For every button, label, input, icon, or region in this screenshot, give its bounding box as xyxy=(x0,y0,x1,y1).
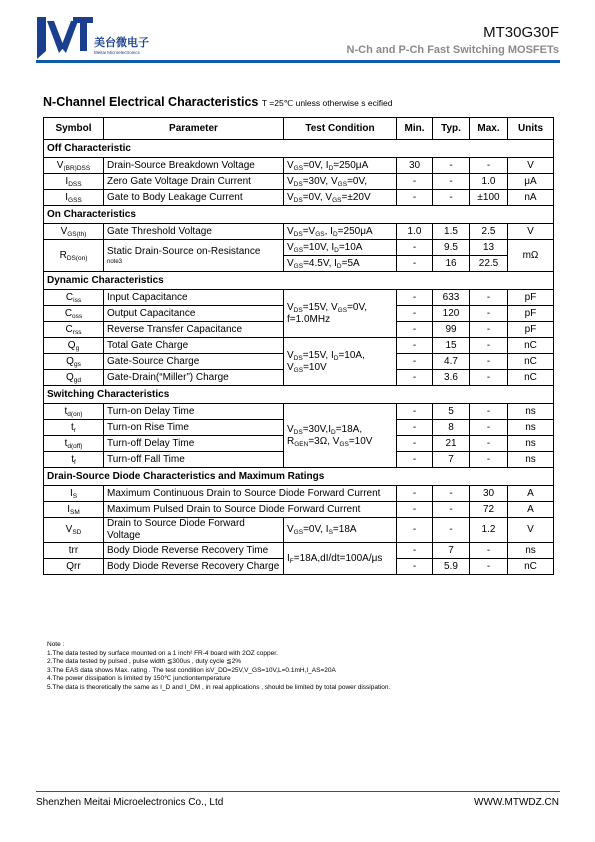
min-cell: - xyxy=(397,559,433,575)
typ-cell: 8 xyxy=(433,420,470,436)
col-header-parameter: Parameter xyxy=(104,118,284,140)
header-divider xyxy=(36,60,560,63)
condition-cell: $V_{GS}=10V$, $I_D=10A$ xyxy=(284,240,397,256)
min-cell: - xyxy=(397,436,433,452)
col-header-typ: Typ. xyxy=(433,118,470,140)
max-cell: - xyxy=(470,306,508,322)
condition-cell: $V_{GS}=4.5V$, $I_D=5A$ xyxy=(284,256,397,272)
typ-cell: 4.7 xyxy=(433,354,470,370)
condition-cell: $I_F=18A,dI/dt=100A/\mu s$ xyxy=(284,543,397,575)
table-row xyxy=(44,240,554,256)
notes-title: Note : xyxy=(47,641,65,648)
condition-cell: $V_{GS}=0V$, $I_D=250\mu A$ xyxy=(284,158,397,174)
condition-cell: $V_{DS}=30V$, $V_{GS}=0V$, xyxy=(284,174,397,190)
table-row xyxy=(44,486,554,502)
parameter-cell: Zero Gate Voltage Drain Current xyxy=(104,174,284,190)
logo-mark-icon xyxy=(37,17,93,59)
max-cell: - xyxy=(470,354,508,370)
parameter-cell: Gate to Body Leakage Current xyxy=(104,190,284,206)
typ-cell: 16 xyxy=(433,256,470,272)
footer-website: WWW.MTWDZ.CN xyxy=(474,797,559,808)
min-cell: 1.0 xyxy=(397,224,433,240)
parameter-cell: Total Gate Charge xyxy=(104,338,284,354)
unit-cell: μA xyxy=(508,174,554,190)
unit-cell: A xyxy=(508,486,554,502)
min-cell: - xyxy=(397,190,433,206)
table-row xyxy=(44,158,554,174)
max-cell: 2.5 xyxy=(470,224,508,240)
unit-cell: V xyxy=(508,158,554,174)
table-row xyxy=(44,404,554,420)
condition-cell: $V_{DS}=0V$, $V_{GS}=\pm 20V$ xyxy=(284,190,397,206)
table-row xyxy=(44,190,554,206)
symbol-cell: $I_{GSS}$ xyxy=(44,190,104,206)
condition-cell: $V_{DS}=30V,I_D=18A$, $R_{GEN}=3\Omega$, $V_{GS}=10V$ xyxy=(284,404,397,468)
unit-cell: nC xyxy=(508,354,554,370)
symbol-cell: $V_{GS(th)}$ xyxy=(44,224,104,240)
max-cell: - xyxy=(470,158,508,174)
parameter-cell: Gate Threshold Voltage xyxy=(104,224,284,240)
parameter-cell: Body Diode Reverse Recovery Time xyxy=(104,543,284,559)
symbol-cell: $I_{SM}$ xyxy=(44,502,104,518)
logo-english-name: Meitai Microelectronics xyxy=(94,50,140,55)
typ-cell: 5 xyxy=(433,404,470,420)
col-header-symbol: Symbol xyxy=(44,118,104,140)
typ-cell: 1.5 xyxy=(433,224,470,240)
table-row xyxy=(44,290,554,306)
min-cell: - xyxy=(397,174,433,190)
typ-cell: 120 xyxy=(433,306,470,322)
unit-cell: pF xyxy=(508,322,554,338)
parameter-cell: Turn-off Delay Time xyxy=(104,436,284,452)
group-row-switching xyxy=(44,386,554,404)
symbol-cell: $t_r$ xyxy=(44,420,104,436)
unit-cell: nC xyxy=(508,559,554,575)
max-cell: - xyxy=(470,559,508,575)
min-cell: - xyxy=(397,240,433,256)
unit-cell: nC xyxy=(508,370,554,386)
unit-cell: ns xyxy=(508,452,554,468)
symbol-cell: $R_{DS(on)}$ xyxy=(44,240,104,272)
max-cell: - xyxy=(470,420,508,436)
max-cell: ±100 xyxy=(470,190,508,206)
max-cell: - xyxy=(470,290,508,306)
min-cell: - xyxy=(397,452,433,468)
typ-cell: - xyxy=(433,190,470,206)
table-row xyxy=(44,174,554,190)
min-cell: - xyxy=(397,370,433,386)
parameter-cell: Drain-Source Breakdown Voltage xyxy=(104,158,284,174)
symbol-cell: $t_f$ xyxy=(44,452,104,468)
group-row-diode xyxy=(44,468,554,486)
table-header-row xyxy=(44,118,554,140)
typ-cell: 7 xyxy=(433,452,470,468)
min-cell: - xyxy=(397,486,433,502)
symbol-cell: $V_{(BR)DSS}$ xyxy=(44,158,104,174)
min-cell: - xyxy=(397,306,433,322)
max-cell: - xyxy=(470,543,508,559)
typ-cell: 633 xyxy=(433,290,470,306)
min-cell: - xyxy=(397,256,433,272)
typ-cell: 3.6 xyxy=(433,370,470,386)
condition-cell: $V_{GS}=0V$, $I_S=18A$ xyxy=(284,518,397,543)
table-row xyxy=(44,518,554,543)
parameter-cell: Input Capacitance xyxy=(104,290,284,306)
min-cell: - xyxy=(397,502,433,518)
max-cell: - xyxy=(470,338,508,354)
group-label: Drain-Source Diode Characteristics and Maximum Ratings xyxy=(44,468,554,486)
note-5: 5.The data is theoretically the same as I_D and I_DM , in real applications , should be limited by total power dissipation. xyxy=(47,683,391,691)
table-row xyxy=(44,543,554,559)
symbol-cell: $C_{rss}$ xyxy=(44,322,104,338)
section-title-text: N-Channel Electrical Characteristics xyxy=(43,95,259,109)
parameter-cell: Body Diode Reverse Recovery Charge xyxy=(104,559,284,575)
min-cell: - xyxy=(397,338,433,354)
max-cell: 1.2 xyxy=(470,518,508,543)
col-header-min: Min. xyxy=(397,118,433,140)
note-2: 2.The data tested by pulsed , pulse width ≦300us , duty cycle ≦2% xyxy=(47,658,242,666)
symbol-cell: $Q_{gs}$ xyxy=(44,354,104,370)
note-1: 1.The data tested by surface mounted on a 1 inch² FR-4 board with 2OZ copper. xyxy=(47,649,278,657)
condition-cell: $V_{DS}=15V$, $I_D=10A$, $V_{GS}=10V$ xyxy=(284,338,397,386)
note-4: 4.The power dissipation is limited by 150℃ junctiontemperature xyxy=(47,675,231,683)
unit-cell: mΩ xyxy=(508,240,554,272)
max-cell: 13 xyxy=(470,240,508,256)
parameter-cell: Maximum Pulsed Drain to Source Diode Forward Current xyxy=(104,502,397,518)
symbol-cell: $I_S$ xyxy=(44,486,104,502)
typ-cell: 5.9 xyxy=(433,559,470,575)
parameter-cell: Static Drain-Source on-Resistance note3 xyxy=(104,240,284,272)
typ-cell: - xyxy=(433,174,470,190)
min-cell: - xyxy=(397,518,433,543)
symbol-cell: $I_{DSS}$ xyxy=(44,174,104,190)
document-subtitle: N-Ch and P-Ch Fast Switching MOSFETs xyxy=(346,44,559,56)
logo-chinese-name: 美台微电子 xyxy=(94,36,149,49)
symbol-cell: $V_{SD}$ xyxy=(44,518,104,543)
parameter-cell: Gate-Drain(“Miller”) Charge xyxy=(104,370,284,386)
max-cell: - xyxy=(470,370,508,386)
max-cell: 22.5 xyxy=(470,256,508,272)
typ-cell: 9.5 xyxy=(433,240,470,256)
group-label: Off Characteristic xyxy=(44,140,554,158)
col-header-test-condition: Test Condition xyxy=(284,118,397,140)
unit-cell: ns xyxy=(508,404,554,420)
footer-company: Shenzhen Meitai Microelectronics Co., Ltd xyxy=(36,797,224,808)
min-cell: - xyxy=(397,290,433,306)
symbol-cell: $t_{d(off)}$ xyxy=(44,436,104,452)
parameter-cell: Reverse Transfer Capacitance xyxy=(104,322,284,338)
table-row xyxy=(44,502,554,518)
symbol-cell: Qrr xyxy=(44,559,104,575)
group-row-on xyxy=(44,206,554,224)
min-cell: - xyxy=(397,322,433,338)
symbol-cell: $Q_g$ xyxy=(44,338,104,354)
symbol-cell: $Q_{gd}$ xyxy=(44,370,104,386)
col-header-max: Max. xyxy=(470,118,508,140)
unit-cell: pF xyxy=(508,306,554,322)
typ-cell: - xyxy=(433,502,470,518)
typ-cell: 21 xyxy=(433,436,470,452)
max-cell: - xyxy=(470,404,508,420)
parameter-cell: Turn-on Delay Time xyxy=(104,404,284,420)
max-cell: 72 xyxy=(470,502,508,518)
parameter-cell: Turn-off Fall Time xyxy=(104,452,284,468)
parameter-cell: Output Capacitance xyxy=(104,306,284,322)
condition-cell: $V_{DS}=15V$, $V_{GS}=0V$, f=1.0MHz xyxy=(284,290,397,338)
unit-cell: ns xyxy=(508,436,554,452)
typ-cell: 7 xyxy=(433,543,470,559)
max-cell: 1.0 xyxy=(470,174,508,190)
typ-cell: 15 xyxy=(433,338,470,354)
part-number: MT30G30F xyxy=(483,24,559,41)
parameter-cell: Maximum Continuous Drain to Source Diode Forward Current xyxy=(104,486,397,502)
col-header-units: Units xyxy=(508,118,554,140)
unit-cell: nC xyxy=(508,338,554,354)
min-cell: - xyxy=(397,404,433,420)
section-title xyxy=(43,95,392,109)
max-cell: - xyxy=(470,322,508,338)
group-label: Dynamic Characteristics xyxy=(44,272,554,290)
max-cell: 30 xyxy=(470,486,508,502)
group-row-dynamic xyxy=(44,272,554,290)
unit-cell: pF xyxy=(508,290,554,306)
group-row-off xyxy=(44,140,554,158)
unit-cell: V xyxy=(508,224,554,240)
symbol-cell: $C_{oss}$ xyxy=(44,306,104,322)
min-cell: - xyxy=(397,354,433,370)
table-row xyxy=(44,224,554,240)
min-cell: 30 xyxy=(397,158,433,174)
table-row xyxy=(44,338,554,354)
condition-cell: $V_{DS}=V_{GS}$, $I_D=250\mu A$ xyxy=(284,224,397,240)
max-cell: - xyxy=(470,452,508,468)
typ-cell: - xyxy=(433,518,470,543)
min-cell: - xyxy=(397,543,433,559)
group-label: Switching Characteristics xyxy=(44,386,554,404)
footer-divider xyxy=(36,791,560,792)
typ-cell: - xyxy=(433,486,470,502)
company-logo xyxy=(37,17,93,64)
min-cell: - xyxy=(397,420,433,436)
symbol-cell: $t_{d(on)}$ xyxy=(44,404,104,420)
max-cell: - xyxy=(470,436,508,452)
symbol-cell: $C_{iss}$ xyxy=(44,290,104,306)
unit-cell: V xyxy=(508,518,554,543)
unit-cell: nA xyxy=(508,190,554,206)
typ-cell: 99 xyxy=(433,322,470,338)
unit-cell: ns xyxy=(508,420,554,436)
electrical-characteristics-table xyxy=(43,117,554,575)
parameter-cell: Drain to Source Diode Forward Voltage xyxy=(104,518,284,543)
symbol-cell: trr xyxy=(44,543,104,559)
parameter-cell: Gate-Source Charge xyxy=(104,354,284,370)
notes-block xyxy=(47,641,390,693)
unit-cell: A xyxy=(508,502,554,518)
section-condition: T =25℃ unless otherwise s ecified xyxy=(261,98,393,108)
typ-cell: - xyxy=(433,158,470,174)
unit-cell: ns xyxy=(508,543,554,559)
parameter-cell: Turn-on Rise Time xyxy=(104,420,284,436)
note-3: 3.The EAS data shows Max. rating . The test condition isV_DD=25V,V_GS=10V,L=0.1mH,I_AS=20A xyxy=(47,666,336,674)
group-label: On Characteristics xyxy=(44,206,554,224)
